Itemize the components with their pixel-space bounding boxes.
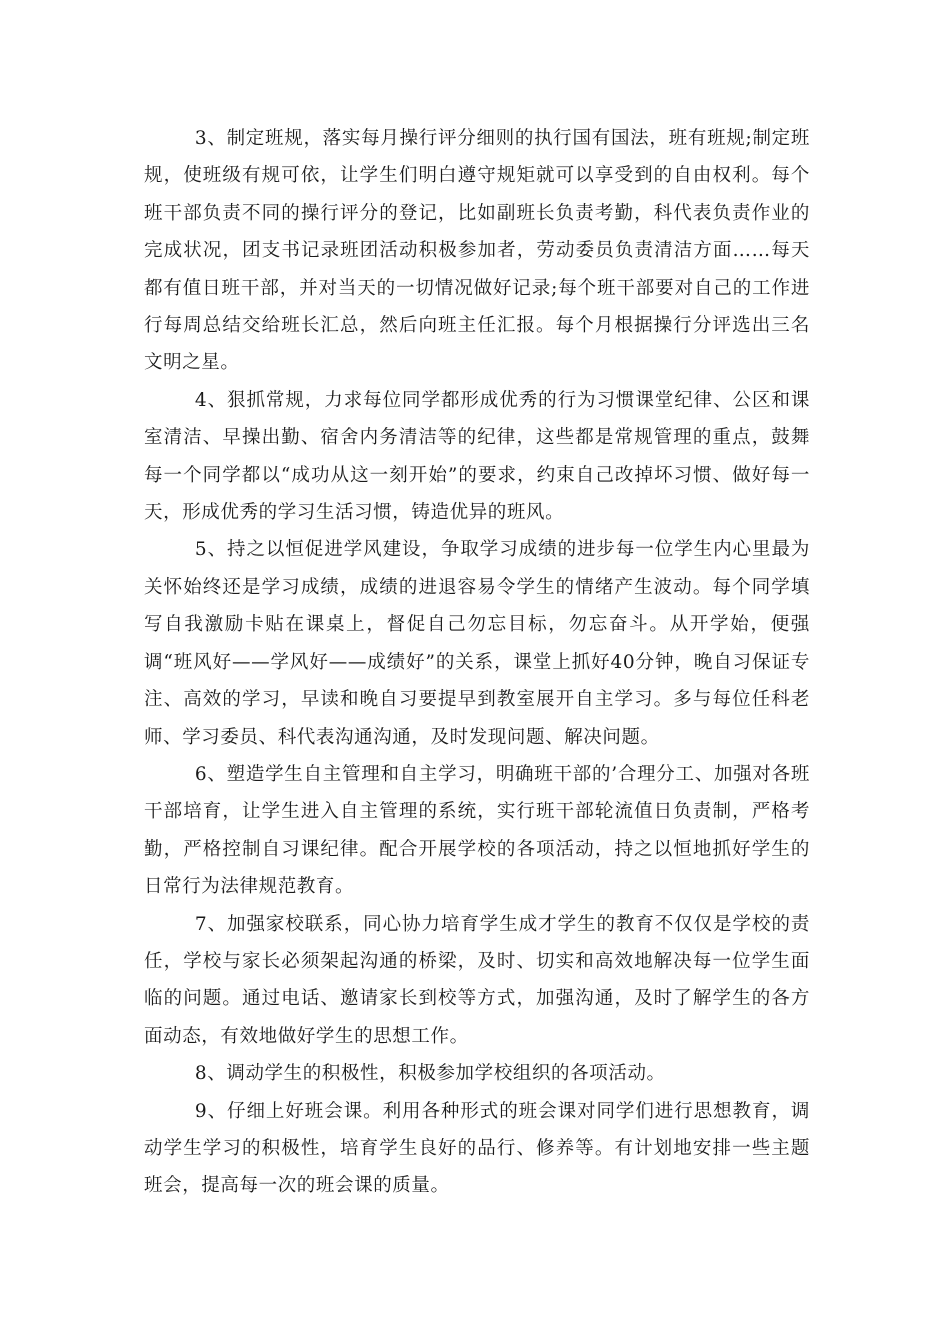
paragraph-6: 6、塑造学生自主管理和自主学习，明确班干部的’合理分工、加强对各班干部培育，让学生进入自主管理的系统，实行班干部轮流值日负责制，严格考勤，严格控制自习课纪律。配合开展学校的各项活动，持之以恒地抓好学生的日常行为法律规范教育。 [144, 763, 810, 898]
paragraph-3: 3、制定班规，落实每月操行评分细则的执行国有国法，班有班规;制定班规，使班级有规可依，让学生们明白遵守规矩就可以享受到的自由权利。每个班干部负责不同的操行评分的登记，比如副班长负责考勤，科代表负责作业的完成状况，团支书记录班团活动积极参加者，劳动委员负责清洁方面……每天都有值日班干部，并对当天的一切情况做好记录;每个班干部要对自己的工作进行每周总结交给班长汇总，然后向班主任汇报。每个月根据操行分评选出三名文明之星。 [144, 128, 810, 374]
paragraph-8: 8、调动学生的积极性，积极参加学校组织的各项活动。 [194, 1063, 666, 1085]
paragraph-7: 7、加强家校联系，同心协力培育学生成才学生的教育不仅仅是学校的责任，学校与家长必须架起沟通的桥梁，及时、切实和高效地解决每一位学生面临的问题。通过电话、邀请家长到校等方式，加强沟通，及时了解学生的各方面动态，有效地做好学生的思想工作。 [144, 913, 810, 1047]
paragraph-5: 5、持之以恒促进学风建设，争取学习成绩的进步每一位学生内心里最为关怀始终还是学习成绩，成绩的进退容易令学生的情绪产生波动。每个同学填写自我激励卡贴在课桌上，督促自己勿忘目标，勿忘奋斗。从开学始，便强调“班风好——学风好——成绩好”的关系，课堂上抓好40分钟，晚自习保证专注、高效的学习，早读和晚自习要提早到教室展开自主学习。多与每位任科老师、学习委员、科代表沟通沟通，及时发现问题、解决问题。 [144, 539, 810, 748]
document-body [144, 120, 810, 1205]
paragraph-9: 9、仔细上好班会课。利用各种形式的班会课对同学们进行思想教育，调动学生学习的积极性，培育学生良好的品行、修养等。有计划地安排一些主题班会，提高每一次的班会课的质量。 [144, 1100, 810, 1197]
paragraph-4: 4、狠抓常规，力求每位同学都形成优秀的行为习惯课堂纪律、公区和课室清洁、早操出勤、宿舍内务清洁等的纪律，这些都是常规管理的重点，鼓舞每一个同学都以“成功从这一刻开始”的要求，约束自己改掉坏习惯、做好每一天，形成优秀的学习生活习惯，铸造优异的班风。 [144, 389, 810, 524]
